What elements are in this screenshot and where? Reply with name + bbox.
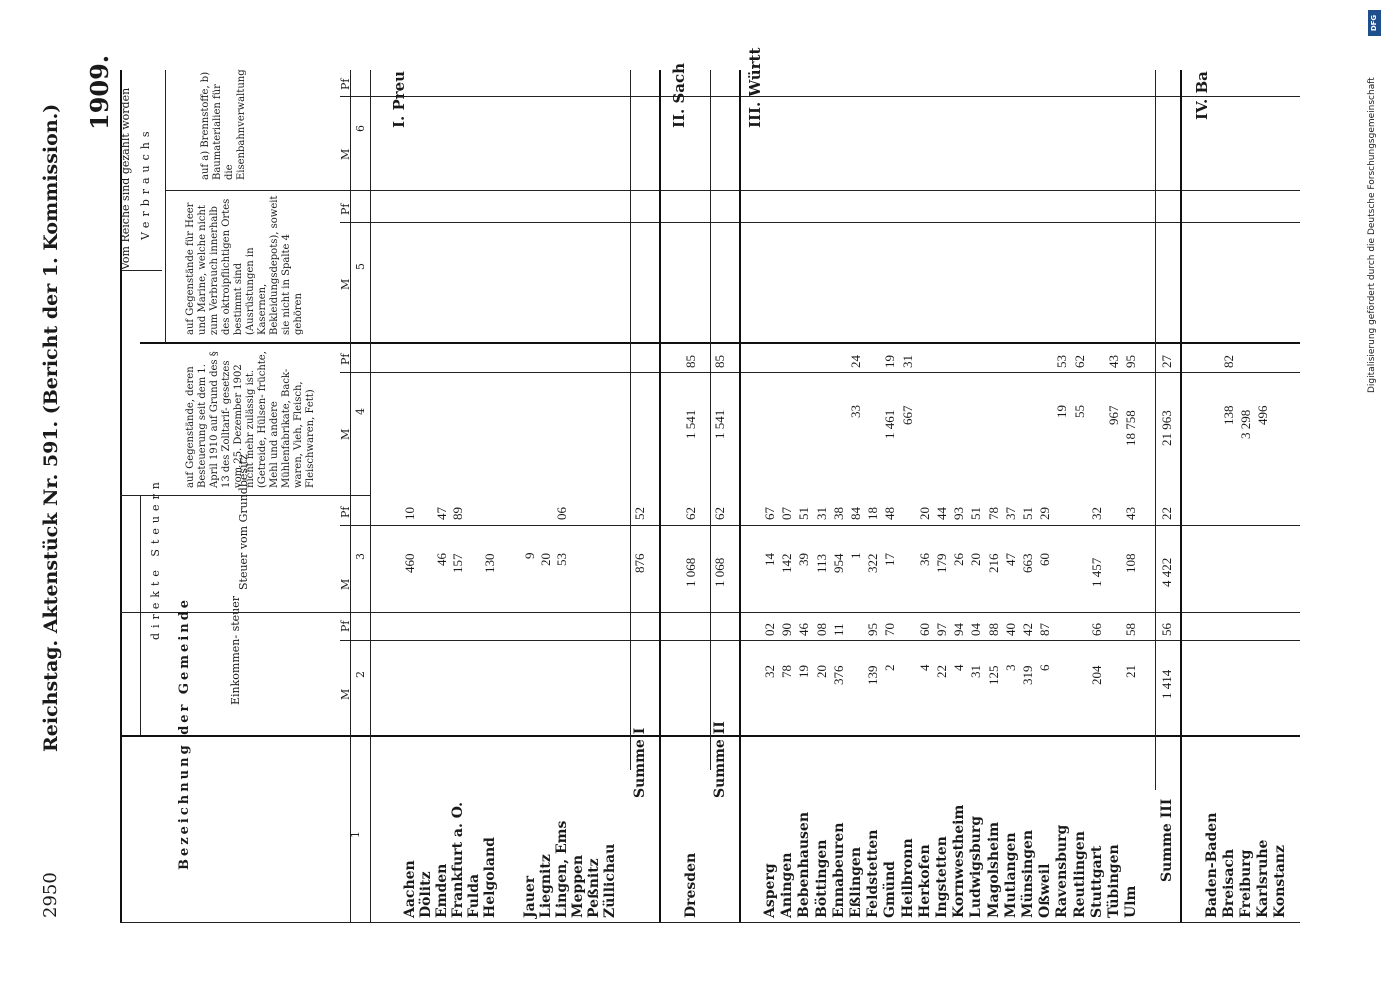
cell-c3p: 37 <box>1002 507 1018 520</box>
cell-c2p: 90 <box>779 623 795 636</box>
cell-c3m: 1 068 <box>683 557 698 587</box>
row-name: Züllichau <box>602 843 618 918</box>
col1-number: 1 <box>349 831 362 838</box>
cell-c4p: 19 <box>882 355 898 368</box>
dfg-credit: Digitalisierung gefördert durch die Deutsche Forschungsgemeinschaft <box>1367 77 1377 393</box>
row-name: Aachen <box>402 860 418 918</box>
summe3-c3p: 22 <box>1159 507 1174 520</box>
row-name: Heilbronn <box>899 838 916 918</box>
col-sep-3-4 <box>140 342 1300 344</box>
cell-c2m: 2 <box>882 664 898 671</box>
row-name: Breisach <box>1221 848 1237 918</box>
cell-c3m: 47 <box>1002 553 1018 566</box>
cell-c2p: 42 <box>1020 623 1035 636</box>
group1-end-line <box>659 70 661 922</box>
cell-c3m: 179 <box>934 553 949 573</box>
row-name: Mutlangen <box>1002 832 1019 918</box>
cell-c2p: 04 <box>968 623 984 636</box>
group2-end-line <box>739 70 741 922</box>
summe1-c3m: 876 <box>632 553 647 573</box>
cell-c4p: 62 <box>1071 355 1087 368</box>
row-name: Münsingen <box>1020 829 1036 918</box>
col5-number: 5 <box>354 263 367 270</box>
verbrauch-label: Verbrauchs <box>139 126 152 240</box>
col6-title: auf a) Brennstoffe, b) Baumaterialien für die Eisenbahnverwaltung <box>200 69 247 180</box>
cell-c2p: 40 <box>1002 623 1018 636</box>
col-sep-4-5 <box>165 190 1300 191</box>
row-name: Ingstetten <box>934 836 950 918</box>
cell-c4p: 43 <box>1106 355 1121 368</box>
col4-mark-pf-sep <box>340 372 1300 373</box>
row-name: Frankfurt a. O. <box>450 801 466 918</box>
row-name: Ravensburg <box>1054 824 1071 918</box>
cell-c3m: 1 <box>848 552 863 559</box>
summe2-c3m: 1 068 <box>712 557 727 587</box>
verbrauch-sep <box>165 70 166 342</box>
summe1-label: Summe I <box>632 727 648 798</box>
cell-c2m: 319 <box>1020 665 1035 685</box>
cell-c2m: 3 <box>1002 664 1018 671</box>
cell-c4p: 24 <box>848 355 863 368</box>
cell-c4p: 95 <box>1123 355 1139 368</box>
cell-c3p: 47 <box>434 507 449 520</box>
cell-c2p: 88 <box>985 623 1001 636</box>
cell-c4m: 138 <box>1221 405 1236 425</box>
cell-c3p: 93 <box>951 507 967 520</box>
page-title: Reichstag. Aktenstück Nr. 591. (Bericht der 1. Kommission.) <box>40 103 62 752</box>
section-3-label: III. Württ <box>746 47 764 128</box>
row-name: Böttingen <box>813 839 830 918</box>
cell-c3p: 51 <box>796 507 812 520</box>
cell-c3p: 31 <box>813 507 829 520</box>
col2-title: Einkommen- steuer <box>229 595 242 705</box>
cell-c3m: 460 <box>402 553 417 573</box>
cell-c3p: 67 <box>762 507 777 520</box>
col5-unit-pf: Pf <box>339 203 352 215</box>
row-name: Ulm <box>1123 885 1140 918</box>
cell-c2p: 70 <box>882 623 898 636</box>
col6-mark-pf-sep <box>340 96 1300 97</box>
group3-end-line <box>1180 70 1182 922</box>
cell-c2m: 20 <box>813 665 829 678</box>
cell-c2m: 31 <box>968 665 984 678</box>
col6-unit-pf: Pf <box>339 78 352 90</box>
cell-c2m: 22 <box>934 665 949 678</box>
row-name: Herkofen <box>916 844 933 918</box>
col5-title: auf Gegenstände für Heer und Marine, welche nicht zum Verbrauch innerhalb des oktroipflichtigen Ortes bestimmt sind (Ausrüstungen in Kasernen, Bekleidungsdepots), soweit sie nicht in Spalte 4 gehören <box>185 195 304 335</box>
header-bottom-line <box>350 70 351 922</box>
col3-number: 3 <box>354 553 367 560</box>
col6-number: 6 <box>354 125 367 132</box>
summe3-c4p: 27 <box>1159 355 1174 368</box>
cell-c3p: 62 <box>683 507 698 520</box>
cell-c3m: 26 <box>951 553 967 566</box>
cell-c2p: 08 <box>813 623 829 636</box>
cell-c4p: 31 <box>899 355 915 368</box>
col-5-top-sep <box>122 270 162 271</box>
cell-c3p: 51 <box>968 507 984 520</box>
row-name: Kornwestheim <box>951 804 968 918</box>
summe3-c4m: 21 963 <box>1159 410 1174 446</box>
cell-c2m: 19 <box>796 665 812 678</box>
cell-c4m: 1 461 <box>882 409 898 439</box>
cell-c3p: 38 <box>830 507 846 520</box>
row-name: Oßweil <box>1037 863 1054 918</box>
summe3-c2p: 56 <box>1159 623 1174 636</box>
cell-c2p: 97 <box>934 623 949 636</box>
row-name: Fulda <box>466 873 482 918</box>
summe3-c3m: 4 422 <box>1159 557 1174 587</box>
col2-number: 2 <box>354 671 367 678</box>
row-name: Peßnitz <box>586 858 602 918</box>
cell-c3p: 43 <box>1123 507 1139 520</box>
cell-c3m: 46 <box>434 553 449 566</box>
cell-c3m: 130 <box>482 553 497 573</box>
row-name: Karlsruhe <box>1255 839 1271 918</box>
cell-c2p: 60 <box>916 623 932 636</box>
cell-c2m: 78 <box>779 665 795 678</box>
row-name: Dresden <box>683 852 699 918</box>
col4-unit-mark: M <box>339 428 352 440</box>
row-name: Tübingen <box>1106 844 1122 918</box>
cell-c2p: 46 <box>796 623 812 636</box>
summe2-label: Summe II <box>712 721 728 798</box>
row-name: Feldstetten <box>865 829 882 918</box>
row-name: Emden <box>434 863 450 918</box>
col1-title: Bezeichnung der Gemeinde <box>177 596 192 870</box>
summe3-label: Summe III <box>1159 798 1175 882</box>
cell-c3m: 663 <box>1020 553 1035 573</box>
units-bottom-line <box>370 70 371 922</box>
row-name: Asperg <box>762 863 778 918</box>
cell-c2p: 95 <box>865 623 881 636</box>
col5-mark-pf-sep <box>340 222 1300 223</box>
row-name: Liegnitz <box>538 854 554 918</box>
row-name: Eßlingen <box>848 847 864 918</box>
row-name: Meppen <box>570 854 586 918</box>
cell-c3p: 48 <box>882 507 898 520</box>
dfg-logo: DFG <box>1368 10 1381 36</box>
cell-c2m: 125 <box>985 665 1001 685</box>
summe1-line <box>630 70 631 770</box>
cell-c3p: 10 <box>402 507 417 520</box>
row-name: Helgoland <box>482 837 498 918</box>
row-name: Aningen <box>779 852 796 918</box>
cell-c3p: 44 <box>934 507 949 520</box>
cell-c3m: 39 <box>796 553 812 566</box>
row-name: Baden-Baden <box>1204 812 1220 918</box>
cell-c3m: 20 <box>968 553 984 566</box>
row-name: Ennabeuren <box>830 822 847 918</box>
row-name: Lingen, Ems <box>554 820 570 918</box>
summe1-c3p: 52 <box>632 507 647 520</box>
cell-c3m: 113 <box>813 553 829 573</box>
cell-c2m: 376 <box>830 665 846 685</box>
cell-c2m: 4 <box>951 664 967 671</box>
cell-c3m: 36 <box>916 553 932 566</box>
top-header-label: Vom Reiche sind gezahlt worden <box>119 87 132 270</box>
cell-c4m: 55 <box>1071 405 1087 418</box>
cell-c2m: 21 <box>1123 665 1139 678</box>
col2-unit-pf: Pf <box>339 620 352 632</box>
col4-unit-pf: Pf <box>339 353 352 365</box>
cell-c4m: 1 541 <box>683 409 698 439</box>
cell-c3p: 07 <box>779 507 795 520</box>
cell-c3m: 108 <box>1123 553 1139 573</box>
section-4-label: IV. Ba <box>1193 71 1211 120</box>
cell-c3m: 954 <box>830 553 846 573</box>
cell-c2p: 66 <box>1088 623 1104 636</box>
row-name: Konstanz <box>1272 845 1288 918</box>
col5-unit-mark: M <box>339 278 352 290</box>
summe2-c4p: 85 <box>712 355 727 368</box>
col2-unit-mark: M <box>339 688 352 700</box>
summe2-c3p: 62 <box>712 507 727 520</box>
cell-c2m: 204 <box>1088 665 1104 685</box>
cell-c2m: 4 <box>916 664 932 671</box>
section-1-label: I. Preu <box>390 70 408 128</box>
cell-c4m: 496 <box>1255 405 1270 425</box>
year-label: 1909. <box>85 54 114 130</box>
cell-c2m: 139 <box>865 665 881 685</box>
cell-c4m: 19 <box>1054 405 1070 418</box>
row-name: Dölitz <box>418 871 434 918</box>
cell-c4m: 967 <box>1106 405 1121 425</box>
cell-c4m: 18 758 <box>1123 410 1139 446</box>
cell-c3m: 322 <box>865 553 881 573</box>
cell-c3m: 17 <box>882 553 898 566</box>
cell-c3m: 216 <box>985 553 1001 573</box>
row-name: Gmünd <box>882 861 899 918</box>
cell-c2p: 02 <box>762 623 777 636</box>
cell-c4p: 85 <box>683 355 698 368</box>
cell-c3m: 53 <box>554 553 569 566</box>
cell-c3p: 20 <box>916 507 932 520</box>
summe3-c2m: 1 414 <box>1159 669 1174 699</box>
cell-c3p: 29 <box>1037 507 1053 520</box>
cell-c3m: 1 457 <box>1088 557 1104 587</box>
section-2-label: II. Sach <box>670 62 688 128</box>
col2-mark-pf-sep <box>340 640 1300 641</box>
cell-c4m: 667 <box>899 405 915 425</box>
page-number: 2950 <box>40 872 61 918</box>
row-name: Reutlingen <box>1071 831 1088 918</box>
row-name: Freiburg <box>1238 849 1254 918</box>
col-name-border <box>120 922 1300 923</box>
col3-title: Steuer vom Grundbesitz <box>237 454 250 590</box>
row-name: Jauer <box>522 875 538 918</box>
cell-c2p: 11 <box>830 623 846 636</box>
col4-number: 4 <box>354 408 367 415</box>
direkte-steuern-label: direkte Steuern <box>149 477 162 640</box>
cell-c3p: 78 <box>985 507 1001 520</box>
cell-c3p: 06 <box>554 507 569 520</box>
cell-c4m: 33 <box>848 405 863 418</box>
summe2-line <box>710 70 711 770</box>
cell-c3p: 18 <box>865 507 881 520</box>
direkte-steuern-sep <box>140 495 141 735</box>
cell-c3m: 9 <box>522 552 537 559</box>
cell-c4p: 82 <box>1221 355 1236 368</box>
cell-c3m: 14 <box>762 553 777 566</box>
cell-c3m: 20 <box>538 553 553 566</box>
cell-c3p: 84 <box>848 507 863 520</box>
col4-title: auf Gegenstände, deren Besteuerung seit dem 1. April 1910 auf Grund des § 13 des Zolltarif- gesetzes vom 25. Dezember 1902 nicht mehr zulässig ist. (Getreide, Hülsen- früchte, Mehl und andere Mühlenfabrikate, Back- waren, Vieh, Fleisch, Fleischwaren, Fett) <box>185 351 316 488</box>
summe3-line <box>1155 70 1156 790</box>
cell-c3p: 89 <box>450 507 465 520</box>
cell-c3m: 157 <box>450 553 465 573</box>
summe2-c4m: 1 541 <box>712 409 727 439</box>
cell-c2p: 87 <box>1037 623 1053 636</box>
cell-c4m: 3 298 <box>1238 409 1253 439</box>
cell-c2p: 94 <box>951 623 967 636</box>
col6-unit-mark: M <box>339 148 352 160</box>
cell-c4p: 53 <box>1054 355 1070 368</box>
cell-c2m: 6 <box>1037 664 1053 671</box>
row-name: Magolsheim <box>985 821 1002 918</box>
col3-unit-pf: Pf <box>339 506 352 518</box>
cell-c2m: 32 <box>762 665 777 678</box>
row-name: Stuttgart <box>1088 845 1105 918</box>
cell-c3p: 51 <box>1020 507 1035 520</box>
col3-mark-pf-sep <box>340 525 1300 526</box>
cell-c2p: 58 <box>1123 623 1139 636</box>
cell-c3p: 32 <box>1088 507 1104 520</box>
col3-unit-mark: M <box>339 578 352 590</box>
cell-c3m: 60 <box>1037 553 1053 566</box>
row-name: Bebenhausen <box>796 811 813 918</box>
cell-c3m: 142 <box>779 553 795 573</box>
row-name: Ludwigsburg <box>968 816 985 918</box>
